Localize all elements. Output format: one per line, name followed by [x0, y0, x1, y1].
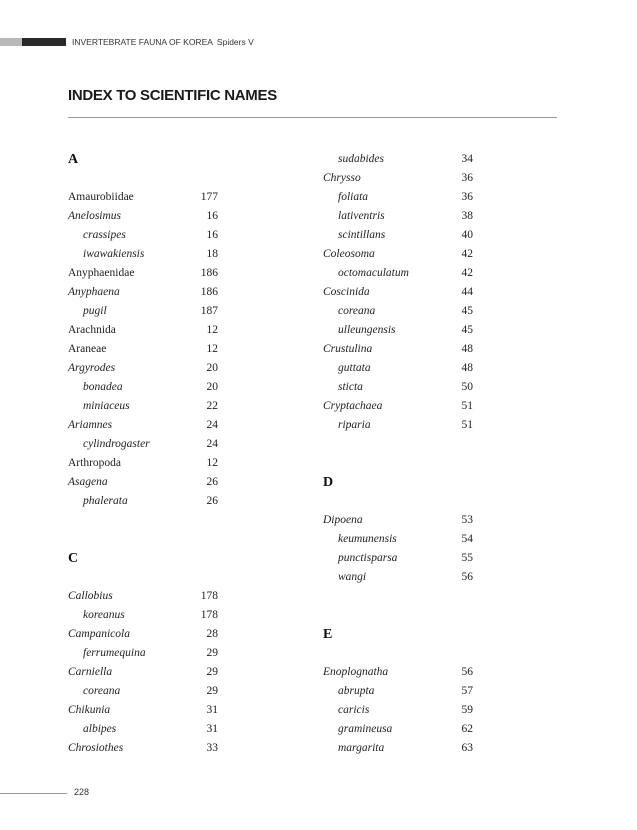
index-subentry [68, 397, 218, 416]
spacer [323, 644, 473, 663]
entry-name: crassipes [83, 229, 126, 241]
entry-name: lativentris [338, 210, 385, 222]
entry-name: Ariamnes [68, 419, 113, 431]
entry-page: 56 [461, 666, 473, 678]
entry-page: 48 [461, 343, 473, 355]
entry-name: iwawakiensis [83, 248, 145, 260]
entry-page: 178 [200, 609, 218, 621]
index-subentry [68, 435, 218, 454]
entry-page: 54 [461, 533, 473, 545]
page-title: INDEX TO SCIENTIFIC NAMES [68, 87, 277, 104]
index-subentry [323, 150, 473, 169]
entry-name: caricis [338, 704, 370, 716]
entry-page: 31 [206, 723, 218, 735]
entry-name: Dipoena [323, 514, 363, 526]
entry-page: 63 [461, 742, 473, 754]
entry-name: pugil [83, 305, 107, 317]
index-subentry [68, 378, 218, 397]
entry-page: 44 [461, 286, 473, 298]
entry-page: 45 [461, 305, 473, 317]
index-subentry [323, 682, 473, 701]
entry-name: Arachnida [68, 324, 116, 336]
entry-page: 12 [206, 324, 218, 336]
index-subentry [68, 302, 218, 321]
entry-page: 24 [206, 419, 218, 431]
spacer [68, 169, 218, 188]
index-subentry [323, 701, 473, 720]
entry-page: 28 [206, 628, 218, 640]
spacer [68, 511, 218, 549]
entry-name: Araneae [68, 343, 107, 355]
entry-page: 31 [206, 704, 218, 716]
spacer [68, 568, 218, 587]
index-entry [323, 283, 473, 302]
entry-name: albipes [83, 723, 117, 735]
entry-name: sudabides [338, 153, 384, 165]
entry-page: 36 [461, 172, 473, 184]
entry-name: Carniella [68, 666, 113, 678]
entry-page: 186 [200, 267, 218, 279]
entry-name: Amaurobiidae [68, 191, 134, 203]
entry-name: wangi [338, 571, 367, 583]
entry-page: 29 [206, 647, 218, 659]
entry-name: Cryptachaea [323, 400, 383, 412]
entry-page: 56 [461, 571, 473, 583]
index-subentry [323, 321, 473, 340]
index-subentry [68, 720, 218, 739]
index-section-letter: C [68, 551, 79, 566]
index-entry [323, 245, 473, 264]
index-entry [68, 739, 218, 758]
entry-page: 53 [461, 514, 473, 526]
index-subentry [68, 226, 218, 245]
entry-page: 177 [200, 191, 218, 203]
index-entry [68, 264, 218, 283]
index-subentry [68, 644, 218, 663]
entry-page: 18 [206, 248, 218, 260]
index-entry [323, 663, 473, 682]
entry-name: Coscinida [323, 286, 370, 298]
index-subentry [323, 302, 473, 321]
entry-page: 51 [461, 419, 473, 431]
header-bar-dark [22, 38, 66, 46]
entry-name: Chikunia [68, 704, 111, 716]
entry-name: Arthropoda [68, 457, 122, 469]
entry-page: 51 [461, 400, 473, 412]
entry-name: Asagena [68, 476, 108, 488]
entry-name: octomaculatum [338, 267, 409, 279]
entry-page: 48 [461, 362, 473, 374]
index-subentry [323, 416, 473, 435]
index-entry [68, 701, 218, 720]
index-entry [323, 397, 473, 416]
entry-page: 59 [461, 704, 473, 716]
entry-page: 16 [206, 210, 218, 222]
page-number: 228 [74, 787, 90, 797]
index-subentry [68, 682, 218, 701]
entry-page: 12 [206, 457, 218, 469]
entry-name: koreanus [83, 609, 125, 621]
entry-page: 33 [206, 742, 218, 754]
entry-name: Campanicola [68, 628, 130, 640]
entry-name: coreana [338, 305, 376, 317]
entry-name: gramineusa [338, 723, 393, 735]
index-column-right [323, 150, 473, 758]
entry-name: Anelosimus [68, 210, 122, 222]
entry-page: 45 [461, 324, 473, 336]
index-entry [68, 473, 218, 492]
entry-name: foliata [338, 191, 369, 203]
entry-page: 38 [461, 210, 473, 222]
index-section-letter: E [323, 627, 333, 642]
entry-name: guttata [338, 362, 371, 374]
index-subentry [323, 226, 473, 245]
running-header [72, 37, 254, 47]
entry-name: sticta [338, 381, 363, 393]
index-subentry [323, 264, 473, 283]
index-subentry [323, 720, 473, 739]
title-rule [68, 117, 557, 118]
entry-page: 42 [461, 248, 473, 260]
entry-name: Anyphaenidae [68, 267, 135, 279]
index-subentry [323, 359, 473, 378]
index-entry [68, 587, 218, 606]
index-entry [68, 454, 218, 473]
series-title: INVERTEBRATE FAUNA OF KOREA [72, 37, 213, 47]
entry-page: 20 [206, 381, 218, 393]
entry-page: 36 [461, 191, 473, 203]
volume-title: Spiders V [216, 37, 254, 47]
footer-rule [0, 793, 67, 794]
entry-name: Chrosiothes [68, 742, 124, 754]
entry-page: 187 [200, 305, 218, 317]
entry-name: Argyrodes [68, 362, 116, 374]
index-entry [68, 340, 218, 359]
spacer [323, 435, 473, 473]
entry-name: coreana [83, 685, 121, 697]
index-entry [68, 283, 218, 302]
entry-name: Enoplognatha [323, 666, 389, 678]
entry-page: 40 [461, 229, 473, 241]
entry-name: miniaceus [83, 400, 130, 412]
entry-name: ulleungensis [338, 324, 396, 336]
index-section-letter: D [323, 475, 334, 490]
entry-name: ferrumequina [83, 647, 146, 659]
entry-page: 62 [461, 723, 473, 735]
index-entry [68, 207, 218, 226]
index-subentry [323, 739, 473, 758]
index-entry [323, 511, 473, 530]
index-subentry [323, 207, 473, 226]
entry-name: Coleosoma [323, 248, 375, 260]
index-column-left [68, 150, 218, 758]
index-entry [68, 416, 218, 435]
index-entry [323, 169, 473, 188]
entry-page: 55 [461, 552, 473, 564]
entry-page: 57 [461, 685, 473, 697]
entry-page: 22 [206, 400, 218, 412]
index-subentry [323, 568, 473, 587]
index-entry [68, 321, 218, 340]
entry-page: 29 [206, 685, 218, 697]
index-entry [68, 625, 218, 644]
entry-name: scintillans [338, 229, 386, 241]
index-section-letter: A [68, 152, 79, 167]
index-entry [68, 188, 218, 207]
index-subentry [323, 549, 473, 568]
entry-name: abrupta [338, 685, 375, 697]
index-subentry [68, 245, 218, 264]
entry-name: margarita [338, 742, 385, 754]
entry-name: cylindrogaster [83, 438, 150, 450]
index-subentry [68, 492, 218, 511]
entry-page: 24 [206, 438, 218, 450]
entry-page: 186 [200, 286, 218, 298]
entry-page: 12 [206, 343, 218, 355]
entry-page: 16 [206, 229, 218, 241]
spacer [323, 492, 473, 511]
entry-page: 29 [206, 666, 218, 678]
entry-page: 26 [206, 476, 218, 488]
entry-page: 42 [461, 267, 473, 279]
entry-name: punctisparsa [338, 552, 398, 564]
entry-page: 20 [206, 362, 218, 374]
entry-name: keumunensis [338, 533, 397, 545]
index-subentry [323, 188, 473, 207]
index-subentry [323, 530, 473, 549]
header-bar-light [0, 38, 22, 46]
entry-name: Crustulina [323, 343, 373, 355]
entry-page: 50 [461, 381, 473, 393]
spacer [323, 587, 473, 625]
entry-name: riparia [338, 419, 371, 431]
index-entry [68, 663, 218, 682]
entry-page: 178 [200, 590, 218, 602]
index-entry [68, 359, 218, 378]
entry-name: Anyphaena [68, 286, 120, 298]
entry-name: Chrysso [323, 172, 361, 184]
entry-name: phalerata [83, 495, 128, 507]
entry-name: Callobius [68, 590, 113, 602]
entry-page: 34 [461, 153, 473, 165]
entry-name: bonadea [83, 381, 123, 393]
entry-page: 26 [206, 495, 218, 507]
index-subentry [68, 606, 218, 625]
index-entry [323, 340, 473, 359]
index-subentry [323, 378, 473, 397]
